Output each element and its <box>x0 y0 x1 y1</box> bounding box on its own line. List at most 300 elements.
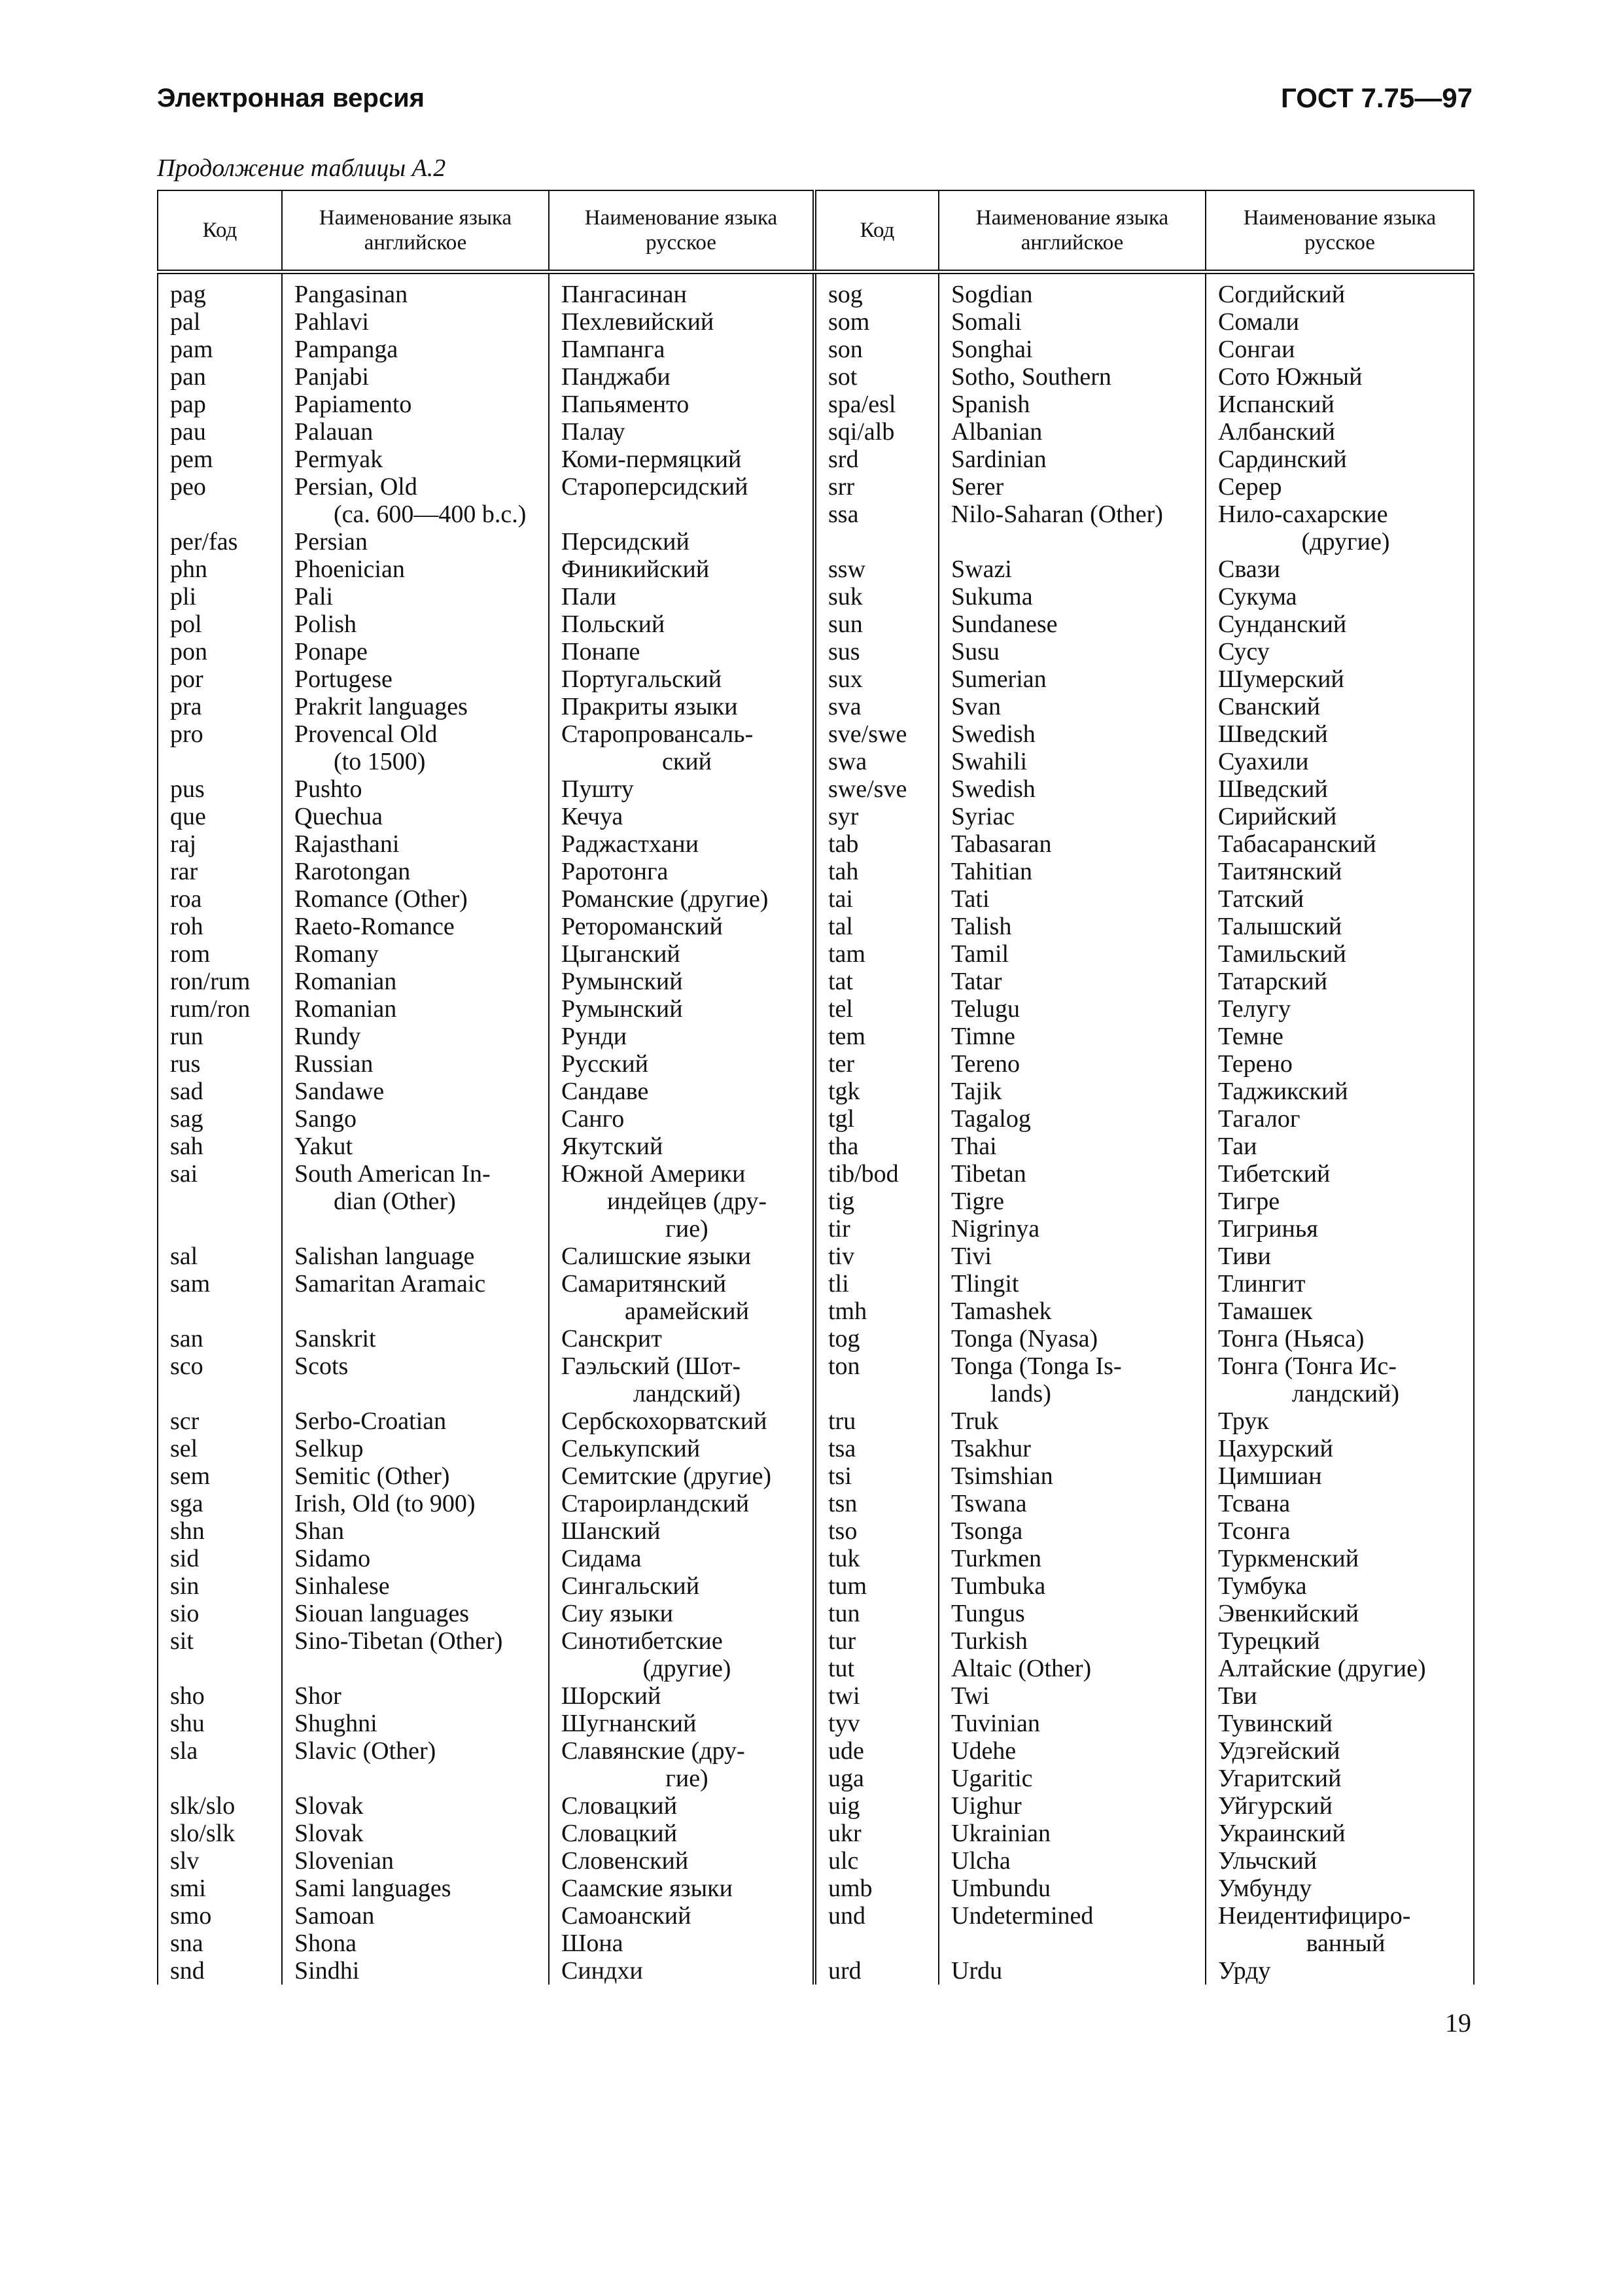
cell-text: Samoan <box>294 1902 375 1930</box>
cell-english-right <box>939 473 1206 501</box>
cell-text: Сингальский <box>561 1572 700 1600</box>
cell-text: Ukrainian <box>951 1820 1051 1847</box>
cell-text: Цыганский <box>561 940 680 968</box>
cell-english-right <box>939 1737 1206 1765</box>
table-row <box>158 995 1474 1023</box>
cell-code-right <box>814 1380 939 1407</box>
cell-text: Цахурский <box>1218 1435 1333 1462</box>
cell-text: Sumerian <box>951 665 1047 693</box>
cell-text: Таи <box>1218 1133 1257 1160</box>
cell-english-left <box>282 1215 549 1243</box>
cell-text: Салишские языки <box>561 1243 751 1270</box>
cell-english-right <box>939 418 1206 446</box>
table-row <box>158 1517 1474 1545</box>
cell-code-right <box>814 446 939 473</box>
cell-russian-left <box>549 1023 814 1050</box>
cell-text: Уйгурский <box>1218 1792 1333 1820</box>
cell-text: Sinhalese <box>294 1572 390 1600</box>
cell-text: sve/swe <box>828 720 907 748</box>
cell-english-left <box>282 1930 549 1957</box>
cell-russian-right <box>1206 1105 1474 1133</box>
cell-english-left <box>282 775 549 803</box>
cell-russian-left <box>549 1407 814 1435</box>
cell-text: Tatar <box>951 968 1002 995</box>
col-header-english-right: Наименование языка английское <box>939 190 1206 272</box>
cell-code-right <box>814 1435 939 1462</box>
cell-text: Сомали <box>1218 308 1299 336</box>
cell-continuation-text: ский <box>662 748 712 775</box>
cell-russian-left <box>549 720 814 748</box>
cell-russian-left <box>549 885 814 913</box>
cell-text: tsa <box>828 1435 856 1462</box>
cell-russian-right <box>1206 446 1474 473</box>
cell-russian-left <box>549 1435 814 1462</box>
cell-english-right <box>939 885 1206 913</box>
cell-text: Irish, Old (to 900) <box>294 1490 476 1517</box>
cell-text: pan <box>170 363 206 391</box>
cell-code-right <box>814 1572 939 1600</box>
cell-english-left <box>282 1847 549 1875</box>
cell-text: Синотибетские <box>561 1627 723 1655</box>
cell-text: Польский <box>561 610 665 638</box>
cell-english-left <box>282 583 549 610</box>
cell-text: Tati <box>951 885 990 913</box>
cell-text: Сунданский <box>1218 610 1347 638</box>
cell-code-left <box>158 1133 282 1160</box>
cell-code-right <box>814 1462 939 1490</box>
cell-text: tiv <box>828 1243 855 1270</box>
cell-english-left <box>282 1655 549 1682</box>
cell-text: Якутский <box>561 1133 663 1160</box>
table-row <box>158 1737 1474 1765</box>
cell-text: Саамские языки <box>561 1875 733 1902</box>
cell-code-left <box>158 1545 282 1572</box>
cell-text: phn <box>170 556 207 583</box>
cell-text: Тамильский <box>1218 940 1346 968</box>
cell-continuation-text: (ca. 600—400 b.c.) <box>334 501 527 528</box>
cell-english-right <box>939 308 1206 336</box>
cell-english-left <box>282 418 549 446</box>
cell-english-right <box>939 1930 1206 1957</box>
table-row <box>158 528 1474 556</box>
cell-code-left <box>158 1902 282 1930</box>
cell-english-left <box>282 1380 549 1407</box>
cell-text: tam <box>828 940 865 968</box>
cell-text: Tahitian <box>951 858 1032 885</box>
table-row <box>158 1078 1474 1105</box>
table-row <box>158 1160 1474 1188</box>
cell-russian-left <box>549 1627 814 1655</box>
cell-english-left <box>282 473 549 501</box>
cell-english-right <box>939 858 1206 885</box>
cell-text: Сирийский <box>1218 803 1337 830</box>
cell-text: Nilo-Saharan (Other) <box>951 501 1163 528</box>
cell-english-right <box>939 1243 1206 1270</box>
cell-text: Syriac <box>951 803 1015 830</box>
cell-russian-left <box>549 1352 814 1380</box>
cell-text: Татский <box>1218 885 1304 913</box>
table-row <box>158 1490 1474 1517</box>
cell-english-left <box>282 1957 549 1985</box>
cell-code-left <box>158 1215 282 1243</box>
cell-text: Pampanga <box>294 336 398 363</box>
cell-text: Papiamento <box>294 391 412 418</box>
cell-english-left <box>282 803 549 830</box>
cell-text: Spanish <box>951 391 1030 418</box>
cell-code-left <box>158 968 282 995</box>
cell-english-left <box>282 1188 549 1215</box>
cell-english-right <box>939 272 1206 309</box>
cell-text: Персидский <box>561 528 689 556</box>
cell-text: Urdu <box>951 1957 1003 1985</box>
cell-text: por <box>170 665 203 693</box>
cell-code-left <box>158 1407 282 1435</box>
cell-text: Суахили <box>1218 748 1309 775</box>
cell-russian-right <box>1206 501 1474 528</box>
cell-russian-right <box>1206 693 1474 720</box>
cell-code-left <box>158 1105 282 1133</box>
cell-code-right <box>814 363 939 391</box>
cell-russian-right <box>1206 1710 1474 1737</box>
cell-text: Serer <box>951 473 1004 501</box>
cell-text: Неидентифициро- <box>1218 1902 1411 1930</box>
cell-code-left <box>158 913 282 940</box>
table-row <box>158 748 1474 775</box>
cell-text: Tereno <box>951 1050 1020 1078</box>
cell-russian-right <box>1206 1215 1474 1243</box>
header-document-version: Электронная версия <box>157 84 425 113</box>
cell-text: Словацкий <box>561 1820 678 1847</box>
cell-text: Romanian <box>294 968 397 995</box>
table-row <box>158 446 1474 473</box>
cell-text: Румынский <box>561 995 683 1023</box>
cell-russian-right <box>1206 1792 1474 1820</box>
cell-text: Таджикский <box>1218 1078 1348 1105</box>
cell-code-left <box>158 720 282 748</box>
cell-text: Украинский <box>1218 1820 1346 1847</box>
cell-code-left <box>158 1078 282 1105</box>
cell-russian-right <box>1206 1847 1474 1875</box>
cell-russian-right <box>1206 1133 1474 1160</box>
cell-text: Romance (Other) <box>294 885 468 913</box>
cell-english-left <box>282 1517 549 1545</box>
cell-text: tun <box>828 1600 860 1627</box>
cell-russian-left <box>549 995 814 1023</box>
cell-text: Славянские (дру- <box>561 1737 745 1765</box>
cell-english-left <box>282 858 549 885</box>
cell-text: tyv <box>828 1710 860 1737</box>
col-header-code-right: Код <box>814 190 939 272</box>
cell-text: ton <box>828 1352 860 1380</box>
cell-text: Slovak <box>294 1792 364 1820</box>
cell-text: Самоанский <box>561 1902 691 1930</box>
cell-english-right <box>939 528 1206 556</box>
table-row <box>158 418 1474 446</box>
cell-text: Пушту <box>561 775 634 803</box>
cell-russian-left <box>549 858 814 885</box>
cell-english-right <box>939 1710 1206 1737</box>
cell-code-left <box>158 885 282 913</box>
cell-text: Tivi <box>951 1243 992 1270</box>
cell-english-right <box>939 336 1206 363</box>
cell-text: Albanian <box>951 418 1043 446</box>
cell-russian-left <box>549 1105 814 1133</box>
cell-text: und <box>828 1902 865 1930</box>
table-row <box>158 391 1474 418</box>
cell-text: Ретороманский <box>561 913 723 940</box>
cell-text: Синдхи <box>561 1957 643 1985</box>
cell-code-right <box>814 665 939 693</box>
cell-text: Tabasaran <box>951 830 1052 858</box>
cell-code-left <box>158 363 282 391</box>
cell-code-left <box>158 1517 282 1545</box>
cell-text: Palauan <box>294 418 374 446</box>
cell-russian-right <box>1206 1517 1474 1545</box>
cell-text: Persian, Old <box>294 473 417 501</box>
cell-russian-left <box>549 1875 814 1902</box>
cell-code-left <box>158 501 282 528</box>
cell-text: Siouan languages <box>294 1600 470 1627</box>
cell-text: tut <box>828 1655 855 1682</box>
cell-english-right <box>939 1902 1206 1930</box>
cell-english-right <box>939 1682 1206 1710</box>
cell-text: Рунди <box>561 1023 627 1050</box>
cell-english-right <box>939 1765 1206 1792</box>
cell-text: umb <box>828 1875 873 1902</box>
cell-english-left <box>282 748 549 775</box>
cell-text: Altaic (Other) <box>951 1655 1092 1682</box>
cell-text: sqi/alb <box>828 418 895 446</box>
cell-text: Tamashek <box>951 1298 1052 1325</box>
cell-text: Sindhi <box>294 1957 360 1985</box>
cell-code-left <box>158 1600 282 1627</box>
cell-text: Талышский <box>1218 913 1342 940</box>
cell-text: sla <box>170 1737 198 1765</box>
cell-text: Ugaritic <box>951 1765 1033 1792</box>
cell-code-right <box>814 308 939 336</box>
cell-text: uga <box>828 1765 864 1792</box>
cell-text: Shona <box>294 1930 357 1957</box>
table-row <box>158 1105 1474 1133</box>
cell-text: Ульчский <box>1218 1847 1318 1875</box>
cell-text: Удэгейский <box>1218 1737 1340 1765</box>
cell-text: urd <box>828 1957 862 1985</box>
cell-russian-right <box>1206 1023 1474 1050</box>
cell-russian-left <box>549 583 814 610</box>
cell-continuation-text: арамейский <box>625 1298 749 1325</box>
table-row <box>158 1243 1474 1270</box>
table-row <box>158 336 1474 363</box>
cell-text: sad <box>170 1078 203 1105</box>
cell-text: Панджаби <box>561 363 671 391</box>
cell-text: Сербскохорватский <box>561 1407 767 1435</box>
cell-text: Раротонга <box>561 858 669 885</box>
cell-russian-right <box>1206 1875 1474 1902</box>
cell-russian-right <box>1206 1490 1474 1517</box>
cell-text: sai <box>170 1160 198 1188</box>
cell-text: Selkup <box>294 1435 364 1462</box>
cell-russian-left <box>549 363 814 391</box>
cell-text: Трук <box>1218 1407 1269 1435</box>
cell-text: Сванский <box>1218 693 1320 720</box>
table-row <box>158 1875 1474 1902</box>
cell-code-right <box>814 1407 939 1435</box>
cell-text: Truk <box>951 1407 999 1435</box>
cell-code-left <box>158 1462 282 1490</box>
cell-text: Албанский <box>1218 418 1335 446</box>
cell-english-left <box>282 720 549 748</box>
cell-text: Sukuma <box>951 583 1033 610</box>
cell-text: Prakrit languages <box>294 693 468 720</box>
cell-text: Russian <box>294 1050 374 1078</box>
cell-english-left <box>282 1792 549 1820</box>
cell-code-right <box>814 748 939 775</box>
cell-text: tig <box>828 1188 855 1215</box>
cell-code-right <box>814 858 939 885</box>
cell-russian-left <box>549 1298 814 1325</box>
table-row <box>158 1682 1474 1710</box>
cell-text: Кечуа <box>561 803 623 830</box>
table-row <box>158 473 1474 501</box>
cell-english-left <box>282 1627 549 1655</box>
cell-text: Tonga (Tonga Is- <box>951 1352 1122 1380</box>
table-row <box>158 1792 1474 1820</box>
cell-text: rus <box>170 1050 201 1078</box>
cell-russian-left <box>549 1490 814 1517</box>
cell-russian-right <box>1206 363 1474 391</box>
cell-english-right <box>939 1655 1206 1682</box>
cell-text: Slovak <box>294 1820 364 1847</box>
cell-code-right <box>814 1765 939 1792</box>
cell-code-left <box>158 1572 282 1600</box>
cell-english-right <box>939 748 1206 775</box>
cell-text: Swedish <box>951 720 1036 748</box>
cell-russian-right <box>1206 1050 1474 1078</box>
table-row <box>158 308 1474 336</box>
cell-code-left <box>158 272 282 309</box>
cell-russian-left <box>549 1188 814 1215</box>
cell-english-left <box>282 1435 549 1462</box>
cell-text: Турецкий <box>1218 1627 1320 1655</box>
cell-text: rar <box>170 858 198 885</box>
cell-russian-right <box>1206 418 1474 446</box>
cell-code-left <box>158 446 282 473</box>
cell-text: Пампанга <box>561 336 665 363</box>
cell-english-right <box>939 1380 1206 1407</box>
cell-code-left <box>158 1325 282 1352</box>
cell-english-left <box>282 446 549 473</box>
cell-text: Шумерский <box>1218 665 1344 693</box>
table-row <box>158 1710 1474 1737</box>
cell-text: Сандаве <box>561 1078 649 1105</box>
cell-text: Pushto <box>294 775 362 803</box>
cell-continuation-text: ландский) <box>633 1380 741 1407</box>
cell-text: Тибетский <box>1218 1160 1331 1188</box>
cell-text: Turkmen <box>951 1545 1041 1572</box>
cell-russian-right <box>1206 858 1474 885</box>
cell-english-right <box>939 501 1206 528</box>
cell-english-right <box>939 1133 1206 1160</box>
cell-text: Tsakhur <box>951 1435 1031 1462</box>
cell-text: Tajik <box>951 1078 1002 1105</box>
cell-text: Самаритянский <box>561 1270 727 1298</box>
cell-text: Ulcha <box>951 1847 1011 1875</box>
cell-text: Romany <box>294 940 379 968</box>
cell-text: Урду <box>1218 1957 1271 1985</box>
cell-russian-left <box>549 1133 814 1160</box>
cell-text: Селькупский <box>561 1435 701 1462</box>
table-row <box>158 1600 1474 1627</box>
cell-code-right <box>814 1820 939 1847</box>
cell-code-right <box>814 610 939 638</box>
table-row <box>158 1435 1474 1462</box>
cell-english-left <box>282 1078 549 1105</box>
cell-text: Shughni <box>294 1710 377 1737</box>
cell-text: Сардинский <box>1218 446 1347 473</box>
table-row <box>158 1545 1474 1572</box>
cell-text: scr <box>170 1407 200 1435</box>
cell-text: Серер <box>1218 473 1282 501</box>
cell-text: Старопровансаль- <box>561 720 754 748</box>
cell-code-left <box>158 1655 282 1682</box>
cell-text: san <box>170 1325 203 1352</box>
cell-text: smo <box>170 1902 212 1930</box>
cell-english-left <box>282 1600 549 1627</box>
cell-text: Шведский <box>1218 720 1328 748</box>
cell-russian-left <box>549 1215 814 1243</box>
cell-russian-right <box>1206 775 1474 803</box>
cell-english-right <box>939 1078 1206 1105</box>
cell-russian-left <box>549 391 814 418</box>
table-row <box>158 1655 1474 1682</box>
cell-code-left <box>158 1765 282 1792</box>
cell-russian-right <box>1206 528 1474 556</box>
cell-english-right <box>939 803 1206 830</box>
cell-text: Алтайские (другие) <box>1218 1655 1426 1682</box>
cell-english-left <box>282 1545 549 1572</box>
header-standard-number: ГОСТ 7.75—97 <box>1281 82 1473 113</box>
cell-text: snd <box>170 1957 205 1985</box>
cell-continuation-text: гие) <box>665 1215 708 1243</box>
cell-code-right <box>814 391 939 418</box>
cell-text: Tamil <box>951 940 1009 968</box>
cell-text: pro <box>170 720 203 748</box>
cell-english-left <box>282 665 549 693</box>
cell-code-right <box>814 1270 939 1298</box>
cell-english-left <box>282 1572 549 1600</box>
cell-text: Тигре <box>1218 1188 1280 1215</box>
cell-text: Южной Америки <box>561 1160 746 1188</box>
cell-english-left <box>282 1050 549 1078</box>
cell-code-left <box>158 556 282 583</box>
cell-text: Permyak <box>294 446 383 473</box>
table-row <box>158 1380 1474 1407</box>
cell-code-right <box>814 336 939 363</box>
cell-code-right <box>814 1133 939 1160</box>
cell-russian-left <box>549 501 814 528</box>
table-row <box>158 1050 1474 1078</box>
cell-code-right <box>814 1847 939 1875</box>
cell-text: tgk <box>828 1078 860 1105</box>
cell-text: pon <box>170 638 207 665</box>
cell-text: ukr <box>828 1820 862 1847</box>
cell-text: Sidamo <box>294 1545 371 1572</box>
cell-text: sva <box>828 693 862 720</box>
cell-text: Цимшиан <box>1218 1462 1322 1490</box>
table-caption: Продолжение таблицы А.2 <box>157 154 446 182</box>
cell-text: Telugu <box>951 995 1020 1023</box>
cell-code-right <box>814 556 939 583</box>
